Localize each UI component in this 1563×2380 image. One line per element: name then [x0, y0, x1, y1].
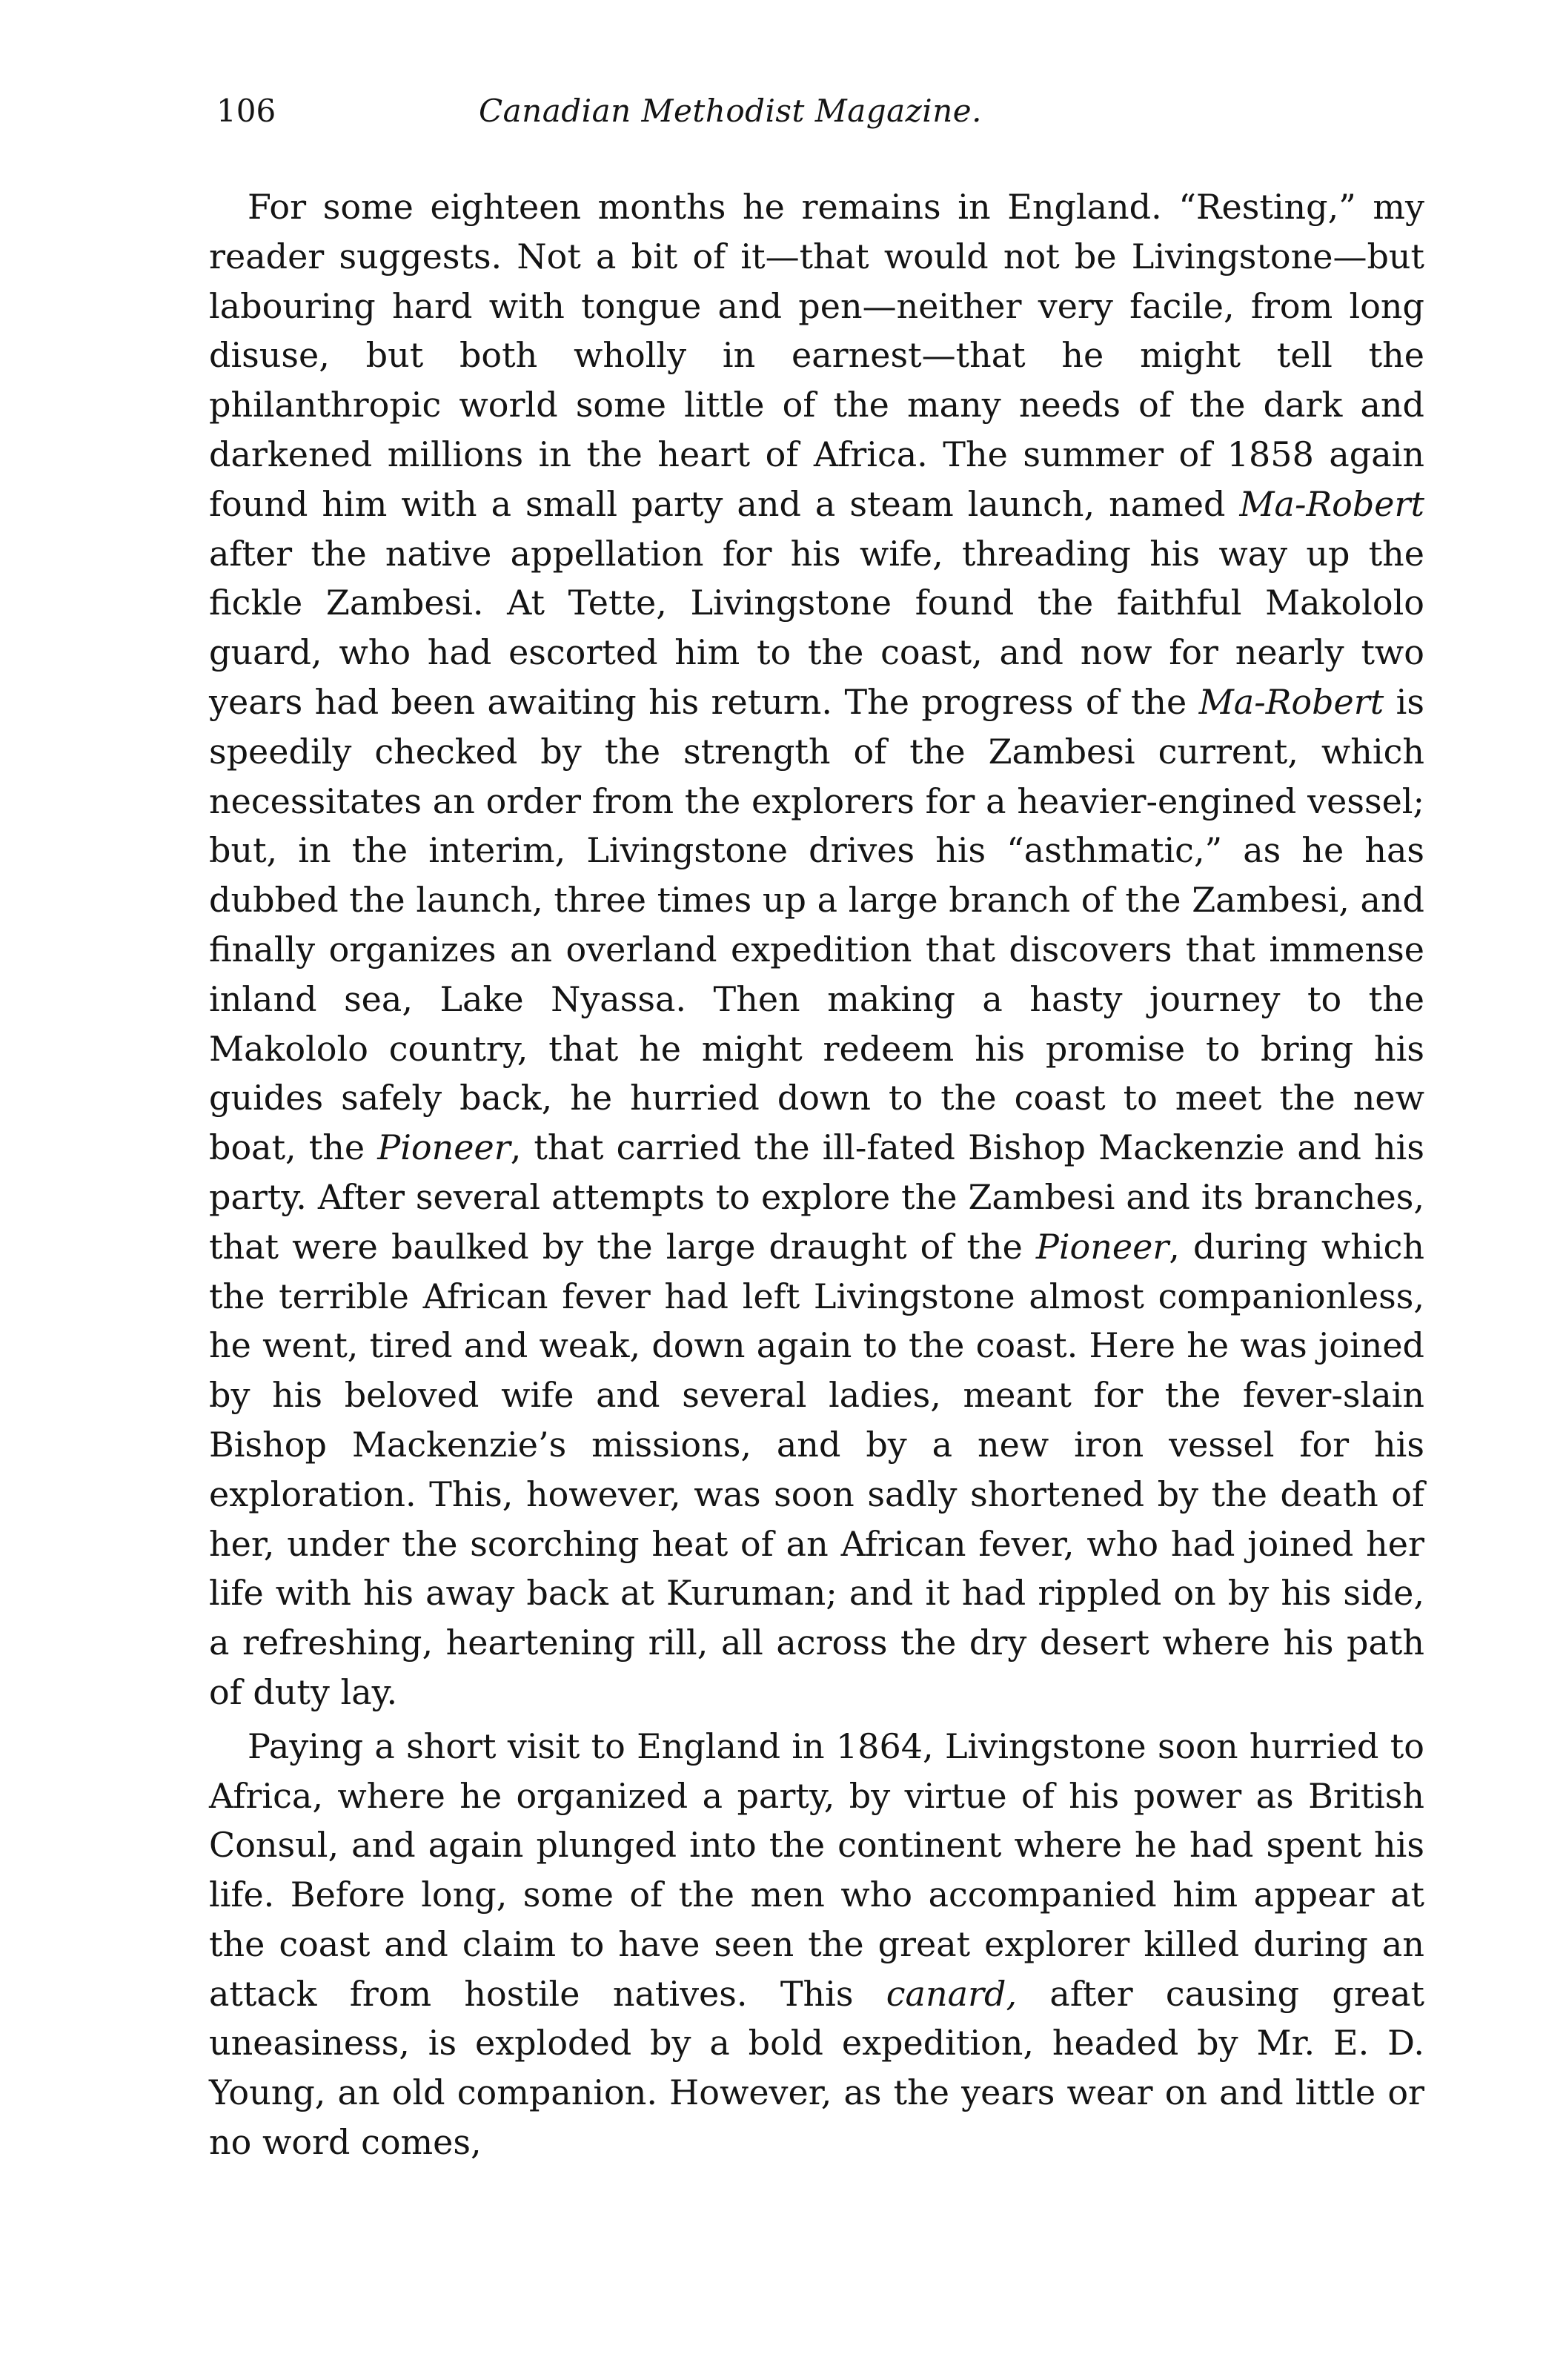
paragraph-2	[209, 1722, 1424, 2167]
page	[209, 80, 1424, 2167]
vessel-name-ma-robert: Ma-Robert	[1198, 681, 1384, 722]
paragraph-1-text-1: For some eighteen months he remains in England. “Resting,” my reader suggests. Not a bit of it—that would not be Livingstone—but labouring hard with tongue and pen—neither very facile, from long disuse, but both wholly in earnest—that he might tell the philanthropic world some little of the many needs of the dark and darkened millions in the heart of Africa. The summer of 1858 again found him with a small party and a steam launch, named	[209, 187, 1424, 524]
journal-title: Canadian Methodist Magazine.	[479, 93, 982, 129]
paragraph-1-text-4: , that carried the ill-fated Bishop Mackenzie and his party. After several attempts to explore the Zambesi and its branches, that were baulked by the large draught of the	[209, 1127, 1424, 1267]
italic-word-canard: canard,	[886, 1973, 1018, 2014]
paragraph-1-text-2: after the native appellation for his wife, threading his way up the fickle Zambesi. At Tette, Livingstone found the faithful Makololo guard, who had escorted him to the coast, and now for nearly two years had been awaiting his return. The progress of the	[209, 533, 1424, 722]
body-text	[209, 182, 1424, 2167]
page-number: 106	[216, 93, 276, 129]
paragraph-1	[209, 182, 1424, 1717]
paragraph-1-text-5: , during which the terrible African fever had left Livingstone almost companionless, he went, tired and weak, down again to the coast. Here he was joined by his beloved wife and several ladies, meant for the fever-slain Bishop Mackenzie’s missions, and by a new iron vessel for his exploration. This, however, was soon sadly shortened by the death of her, under the scorching heat of an African fever, who had joined her life with his away back at Kuruman; and it had rippled on by his side, a refreshing, heartening rill, all across the dry desert where his path of duty lay.	[209, 1226, 1425, 1712]
vessel-name-pioneer: Pioneer	[377, 1127, 511, 1168]
running-head	[209, 80, 1424, 142]
paragraph-1-text-3: is speedily checked by the strength of the Zambesi current, which necessitates an order from the explorers for a heavier-engined vessel; but, in the interim, Livingstone drives his “asthmatic,” as he has dubbed the launch, three times up a large branch of the Zambesi, and finally organizes an overland expedition that discovers that immense inland sea, Lake Nyassa. Then making a hasty journey to the Makololo country, that he might redeem his promise to bring his guides safely back, he hurried down to the coast to meet the new boat, the	[209, 681, 1424, 1168]
paragraph-2-text-1: Paying a short visit to England in 1864, Livingstone soon hurried to Africa, where he organized a party, by virtue of his power as British Consul, and again plunged into the continent where he had spent his life. Before long, some of the men who accompanied him appear at the coast and claim to have seen the great explorer killed during an attack from hostile natives. This	[209, 1726, 1424, 2014]
paragraph-2-text-2: after causing great uneasiness, is exploded by a bold expedition, headed by Mr. E. D. Young, an old companion. However, as the years wear on and little or no word comes,	[209, 1973, 1424, 2163]
vessel-name-ma-robert: Ma-Robert	[1239, 483, 1424, 524]
vessel-name-pioneer: Pioneer	[1035, 1226, 1169, 1267]
